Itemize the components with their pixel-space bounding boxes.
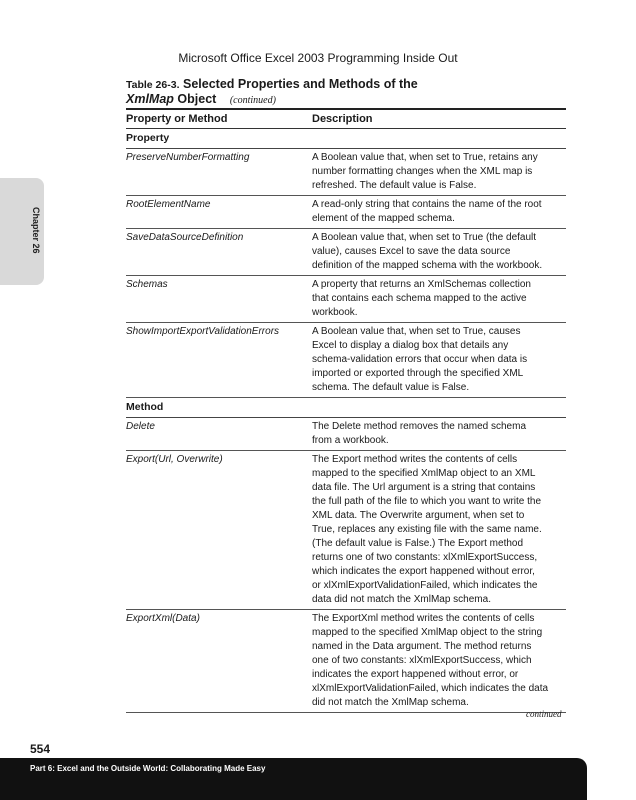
description-line: the full path of the file to which you want to write the <box>312 496 542 507</box>
member-description <box>312 278 562 320</box>
description-line: The ExportXml method writes the contents of cells <box>312 613 535 624</box>
description-line: XML data. The Overwrite argument, when set to <box>312 510 525 521</box>
chapter-tab-label: Chapter 26 <box>31 207 41 254</box>
description-line: did not match the XmlMap schema. <box>312 697 469 708</box>
member-description <box>312 231 562 273</box>
member-name: RootElementName <box>126 199 211 210</box>
description-line: or xlXmlExportValidationFailed, which indicates the <box>312 580 538 591</box>
table-caption <box>126 77 566 108</box>
member-name: Schemas <box>126 279 168 290</box>
description-line: one of two constants: xlXmlExportSuccess, which <box>312 655 532 666</box>
member-name: Export(Url, Overwrite) <box>126 454 223 465</box>
description-line: True, replaces any existing file with the same name. <box>312 524 542 535</box>
header-description: Description <box>312 113 373 125</box>
description-line: schema-validation errors that occur when data is <box>312 354 528 365</box>
table-title-word: Object <box>177 92 217 106</box>
section-label-method: Method <box>126 398 566 418</box>
member-description <box>312 453 562 607</box>
description-line: mapped to the specified XmlMap object to an XML <box>312 468 536 479</box>
table-row <box>126 149 566 196</box>
section-label-property: Property <box>126 129 566 149</box>
properties-methods-table <box>126 108 566 713</box>
description-line: data did not match the XmlMap schema. <box>312 594 491 605</box>
description-line: mapped to the specified XmlMap object to the string <box>312 627 543 638</box>
description-line: element of the mapped schema. <box>312 213 455 224</box>
description-line: A read-only string that contains the name of the root <box>312 199 542 210</box>
footer-part-title: Part 6: Excel and the Outside World: Collaborating Made Easy <box>30 764 266 773</box>
member-name: Delete <box>126 421 155 432</box>
running-head: Microsoft Office Excel 2003 Programming Inside Out <box>178 51 458 65</box>
member-description <box>312 151 562 193</box>
description-line: A Boolean value that, when set to True, retains any <box>312 152 538 163</box>
description-line: workbook. <box>312 307 358 318</box>
description-line: data file. The Url argument is a string that contains <box>312 482 536 493</box>
member-description <box>312 420 562 448</box>
description-line: A Boolean value that, when set to True (the default <box>312 232 537 243</box>
description-line: that contains each schema mapped to the active <box>312 293 527 304</box>
description-line: schema. The default value is False. <box>312 382 470 393</box>
page-number: 554 <box>30 742 51 756</box>
table-row <box>126 229 566 276</box>
description-line: value), causes Excel to save the data source <box>312 246 511 257</box>
description-line: named in the Data argument. The method returns <box>312 641 532 652</box>
member-description <box>312 325 562 395</box>
description-line: The Export method writes the contents of cells <box>312 454 518 465</box>
table-body <box>126 129 566 713</box>
description-line: definition of the mapped schema with the workbook. <box>312 260 543 271</box>
member-name: SaveDataSourceDefinition <box>126 232 244 243</box>
table-row <box>126 276 566 323</box>
table-title-line1: Selected Properties and Methods of the <box>182 77 418 91</box>
description-line: Excel to display a dialog box that details any <box>312 340 509 351</box>
member-name: ShowImportExportValidationErrors <box>126 326 280 337</box>
table-row <box>126 451 566 610</box>
description-line: A Boolean value that, when set to True, causes <box>312 326 521 337</box>
continued-note: continued <box>526 709 562 719</box>
description-line: The Delete method removes the named schema <box>312 421 526 432</box>
table-header-row <box>126 110 566 129</box>
description-line: imported or exported through the specified XML <box>312 368 524 379</box>
description-line: which indicates the export happened without error, <box>312 566 535 577</box>
description-line: A property that returns an XmlSchemas collection <box>312 279 531 290</box>
description-line: (The default value is False.) The Export method <box>312 538 524 549</box>
table-row <box>126 418 566 451</box>
description-line: from a workbook. <box>312 435 389 446</box>
table-title-object: XmlMap <box>126 92 174 106</box>
description-line: xlXmlExportValidationFailed, which indicates the data <box>312 683 549 694</box>
member-name: PreserveNumberFormatting <box>126 152 250 163</box>
member-description <box>312 198 562 226</box>
member-name: ExportXml(Data) <box>126 613 200 624</box>
table-number: Table 26-3. <box>126 79 180 91</box>
description-line: indicates the export happened without error, or <box>312 669 519 680</box>
description-line: refreshed. The default value is False. <box>312 180 477 191</box>
table-row <box>126 323 566 398</box>
description-line: returns one of two constants: xlXmlExportSuccess, <box>312 552 538 563</box>
table-row <box>126 610 566 713</box>
table-row <box>126 196 566 229</box>
member-description <box>312 612 562 710</box>
table-continued-label: (continued) <box>229 95 276 106</box>
header-property-or-method: Property or Method <box>126 113 228 125</box>
description-line: number formatting changes when the XML map is <box>312 166 533 177</box>
